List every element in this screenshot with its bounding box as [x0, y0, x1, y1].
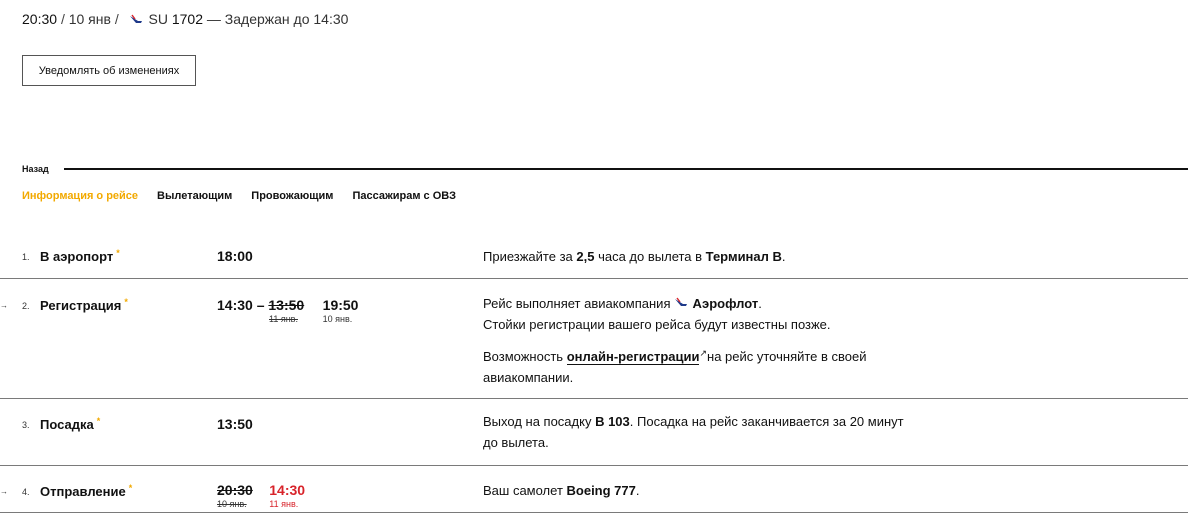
aeroflot-logo-icon: [129, 14, 143, 26]
online-checkin-link[interactable]: онлайн-регистрации: [566, 349, 700, 364]
time-old-group: [217, 482, 253, 510]
date-new: 10 янв.: [322, 314, 353, 324]
step-row-boarding: [0, 399, 1188, 466]
time-value: 13:50: [217, 416, 253, 432]
info-text: Рейс выполняет авиакомпания: [483, 296, 671, 311]
arrow-icon: →: [0, 301, 8, 310]
flight-number: 1702: [171, 11, 203, 27]
step-time: [217, 416, 253, 432]
step-title: [40, 297, 128, 313]
flight-time: 20:30: [22, 11, 58, 27]
flight-status: — Задержан до 14:30: [206, 11, 349, 27]
info-text: .: [758, 296, 762, 311]
external-link-icon: ↗: [699, 348, 708, 358]
aircraft-type: Boeing 777: [566, 483, 636, 498]
step-title: [40, 248, 120, 264]
step-number: 2.: [22, 301, 30, 311]
tab-departing[interactable]: Вылетающим: [157, 190, 233, 202]
time-value: 18:00: [217, 248, 253, 264]
notify-changes-button[interactable]: Уведомлять об изменениях: [22, 55, 196, 86]
aeroflot-logo-icon: [673, 297, 689, 309]
arrow-icon: →: [0, 487, 8, 496]
info-text: Приезжайте за: [483, 249, 577, 264]
back-link[interactable]: Назад: [22, 164, 49, 174]
info-terminal: Терминал B: [705, 249, 782, 264]
tab-seeing-off[interactable]: Провожающим: [251, 190, 334, 202]
info-text: Ваш самолет: [483, 483, 567, 498]
flight-steps: [0, 235, 1188, 513]
divider: [64, 168, 1188, 170]
tab-flight-info[interactable]: Информация о рейсе: [22, 190, 139, 202]
required-star: *: [116, 248, 120, 258]
date-old: 10 янв.: [217, 499, 247, 509]
required-star: *: [128, 483, 133, 493]
step-title: [40, 416, 100, 432]
time-new: 19:50: [322, 297, 359, 313]
step-title-text: Регистрация: [40, 298, 122, 313]
step-row-airport: [0, 235, 1188, 279]
tab-bar: [22, 190, 456, 202]
time-new: 14:30: [269, 482, 306, 498]
step-time: [217, 482, 305, 510]
info-hours: 2,5: [576, 249, 595, 264]
step-info: [483, 480, 913, 501]
time-start-group: [217, 297, 304, 325]
step-number: 4.: [22, 487, 30, 497]
header-separator: /: [114, 11, 119, 27]
step-title-text: Отправление: [40, 484, 126, 499]
step-info: [483, 293, 913, 388]
header-separator: /: [60, 11, 65, 27]
step-info: [483, 411, 913, 453]
airline-name: Аэрофлот: [692, 296, 759, 311]
step-number: 1.: [22, 252, 30, 262]
info-text: . Посадка на рейс заканчивается за 20 минут до вылета.: [483, 414, 904, 450]
info-text: Выход на посадку: [483, 414, 596, 429]
step-title: [40, 483, 132, 499]
step-time: [217, 297, 358, 325]
time-old: 20:30: [217, 482, 253, 498]
info-text: .: [635, 483, 640, 498]
step-info: [483, 246, 913, 267]
flight-code: SU: [148, 11, 168, 27]
gate-number: B 103: [595, 414, 630, 429]
required-star: *: [124, 297, 128, 307]
step-title-text: В аэропорт: [40, 249, 114, 264]
time-start: 14:30: [217, 297, 253, 313]
info-text: Стойки регистрации вашего рейса будут известны позже.: [483, 317, 831, 332]
time-new-group: [323, 297, 359, 325]
info-text: на рейс уточняйте в своей авиакомпании.: [483, 349, 867, 385]
flight-header: [22, 11, 348, 27]
time-old: 13:50: [268, 297, 305, 313]
date-old: 11 янв.: [269, 314, 298, 324]
flight-date: 10 янв: [68, 11, 111, 27]
step-title-text: Посадка: [40, 417, 94, 432]
info-text: часа до вылета в: [594, 249, 706, 264]
info-text: .: [781, 249, 786, 264]
time-dash: –: [256, 297, 265, 313]
step-row-checkin: [0, 279, 1188, 399]
info-text: Возможность: [483, 349, 567, 364]
step-number: 3.: [22, 420, 30, 430]
time-new-group: [269, 482, 305, 510]
tab-reduced-mobility[interactable]: Пассажирам с ОВЗ: [352, 190, 456, 202]
step-row-departure: [0, 466, 1188, 513]
step-time: [217, 248, 253, 264]
date-new: 11 янв.: [269, 499, 299, 509]
required-star: *: [96, 416, 101, 426]
